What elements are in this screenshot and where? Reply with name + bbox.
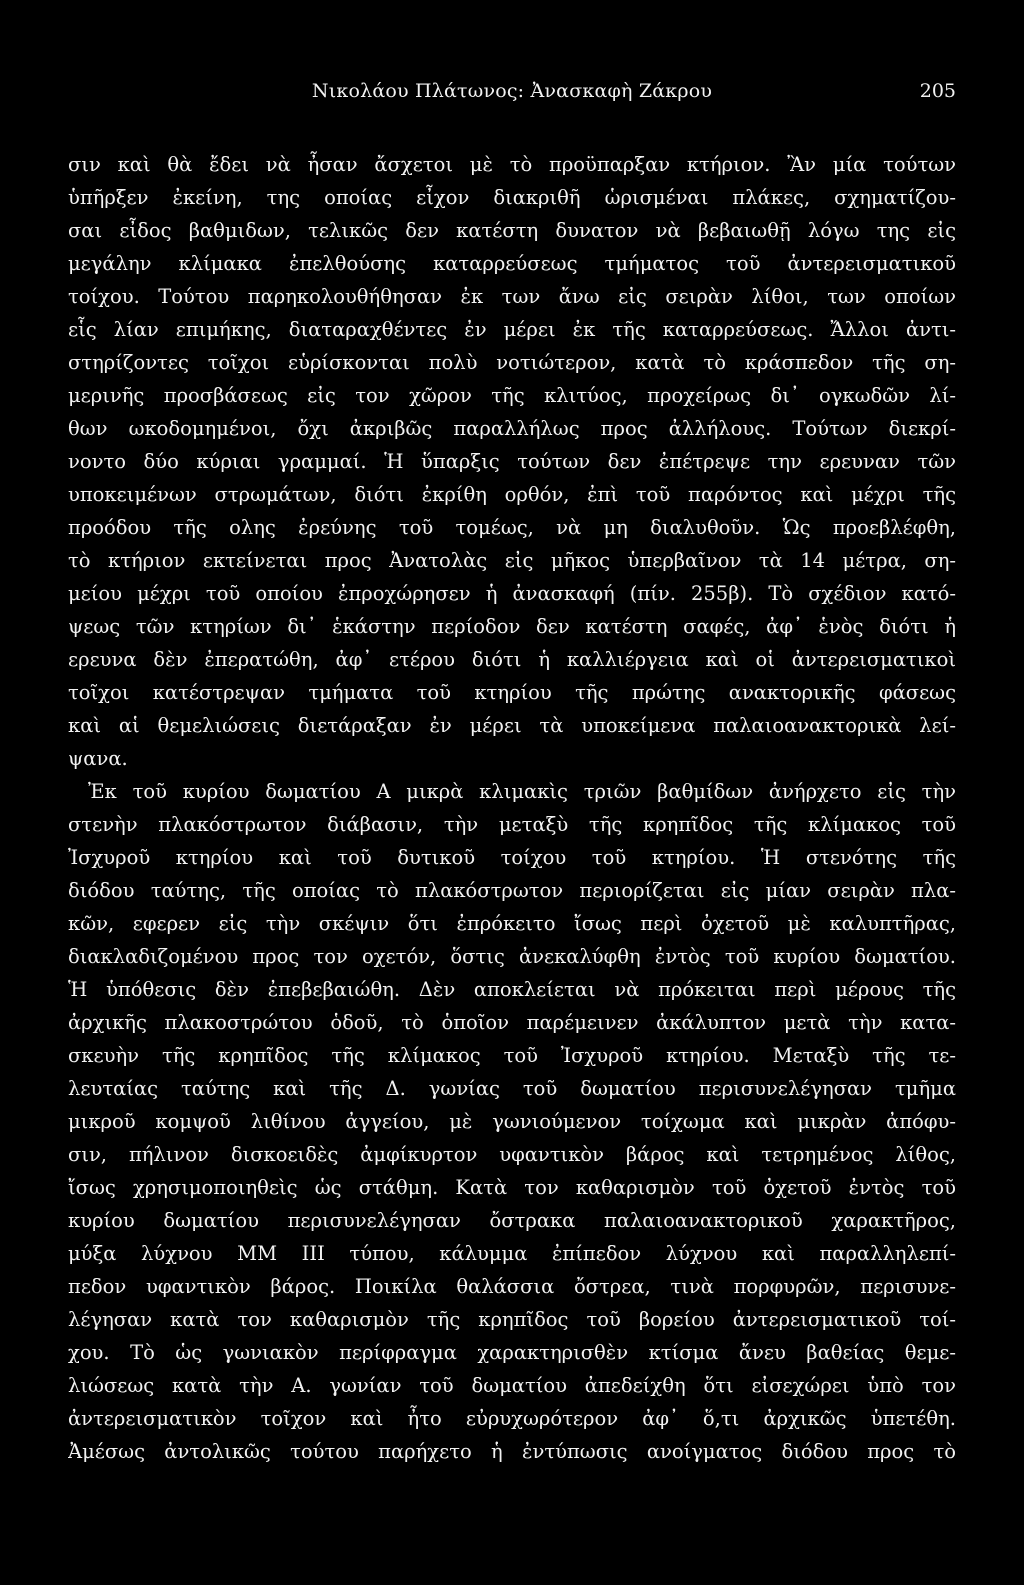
text-line: ἀντερεισματικὸν τοῖχον καὶ ἦτο εὐρυχωρότερον ἀφ᾽ ὅ,τι ἀρχικῶς ὑπετέθη.	[68, 1407, 956, 1430]
text-line: προόδου τῆς ολης ἐρεύνης τοῦ τομέως, νὰ μη διαλυθοῦν. Ὡς προεβλέφθη,	[68, 516, 956, 539]
running-title: Νικολάου Πλάτωνος: Ἀνασκαφὴ Ζάκρου	[311, 80, 713, 102]
text-line: ερευνα δὲν ἐπερατώθη, ἀφ᾽ ετέρου διότι ἡ καλλιέργεια καὶ οἱ ἀντερεισματικοὶ	[68, 648, 956, 671]
text-line: χου. Τὸ ὡς γωνιακὸν περίφραγμα χαρακτηρισθὲν κτίσμα ἄνευ βαθείας θεμε-	[68, 1341, 956, 1364]
text-line: στενὴν πλακόστρωτον διάβασιν, τὴν μεταξὺ τῆς κρηπῖδος τῆς κλίμακος τοῦ	[68, 813, 956, 836]
text-line: θων ωκοδομημένοι, ὄχι ἀκριβῶς παραλλήλως προς ἀλλήλους. Τούτων διεκρί-	[68, 417, 956, 440]
text-line: νοντο δύο κύριαι γραμμαί. Ἡ ὕπαρξις τούτων δεν ἐπέτρεψε την ερευναν τῶν	[68, 450, 956, 473]
text-line: μύξα λύχνου ΜΜ ΙΙΙ τύπου, κάλυμμα ἐπίπεδον λύχνου καὶ παραλληλεπί-	[68, 1242, 956, 1265]
text-line: σκευὴν τῆς κρηπῖδος τῆς κλίμακος τοῦ Ἰσχυροῦ κτηρίου. Μεταξὺ τῆς τε-	[68, 1044, 956, 1067]
text-line: στηρίζοντες τοῖχοι εὑρίσκονται πολὺ νοτιώτερον, κατὰ τὸ κράσπεδον τῆς ση-	[68, 351, 956, 374]
text-line: εἷς λίαν επιμήκης, διαταραχθέντες ἐν μέρει ἐκ τῆς καταρρεύσεως. Ἄλλοι ἀντι-	[68, 318, 956, 341]
text-line: λευταίας ταύτης καὶ τῆς Δ. γωνίας τοῦ δωματίου περισυνελέγησαν τμῆμα	[68, 1077, 956, 1100]
text-line: διόδου ταύτης, τῆς οποίας τὸ πλακόστρωτον περιορίζεται εἰς μίαν σειρὰν πλα-	[68, 879, 956, 902]
page-number: 205	[919, 80, 956, 102]
text-line: μείου μέχρι τοῦ οποίου ἐπροχώρησεν ἡ ἀνασκαφή (πίν. 255β). Τὸ σχέδιον κατό-	[68, 582, 956, 605]
text-line: ἀρχικῆς πλακοστρώτου ὁδοῦ, τὸ ὁποῖον παρέμεινεν ἀκάλυπτον μετὰ τὴν κατα-	[68, 1011, 956, 1034]
text-line: τοῖχοι κατέστρεψαν τμήματα τοῦ κτηρίου τῆς πρώτης ανακτορικῆς φάσεως	[68, 681, 956, 704]
text-line: Ἰσχυροῦ κτηρίου καὶ τοῦ δυτικοῦ τοίχου τοῦ κτηρίου. Ἡ στενότης τῆς	[68, 846, 956, 869]
text-line: λέγησαν κατὰ τον καθαρισμὸν τῆς κρηπῖδος τοῦ βορείου ἀντερεισματικοῦ τοί-	[68, 1308, 956, 1331]
text-line: Ἀμέσως ἀντολικῶς τούτου παρήχετο ἡ ἐντύπωσις ανοίγματος διόδου προς τὸ	[68, 1440, 956, 1463]
text-line: τὸ κτήριον εκτείνεται προς Ἀνατολὰς εἰς μῆκος ὑπερβαῖνον τὰ 14 μέτρα, ση-	[68, 549, 956, 572]
paragraph-start-line: Ἐκ τοῦ κυρίου δωματίου Α μικρὰ κλιμακὶς τριῶν βαθμίδων ἀνήρχετο εἰς τὴν	[88, 780, 956, 803]
text-line: σαι εἶδος βαθμιδων, τελικῶς δεν κατέστη δυνατον νὰ βεβαιωθῇ λόγω της εἰς	[68, 219, 956, 242]
page-header	[68, 80, 956, 112]
text-line: μικροῦ κομψοῦ λιθίνου ἀγγείου, μὲ γωνιούμενον τοίχωμα καὶ μικρὰν ἀπόφυ-	[68, 1110, 956, 1133]
text-line: λιώσεως κατὰ τὴν Α. γωνίαν τοῦ δωματίου ἀπεδείχθη ὅτι εἰσεχώρει ὑπὸ τον	[68, 1374, 956, 1397]
text-line: σιν, πήλινον δισκοειδὲς ἀμφίκυρτον υφαντικὸν βάρος καὶ τετρημένος λίθος,	[68, 1143, 956, 1166]
text-line: σιν καὶ θὰ ἔδει νὰ ἦσαν ἄσχετοι μὲ τὸ προϋπαρξαν κτήριον. Ἂν μία τούτων	[68, 153, 956, 176]
body-text	[68, 148, 956, 1468]
text-line: μερινῆς προσβάσεως εἰς τον χῶρον τῆς κλιτύος, προχείρως δι᾽ ογκωδῶν λί-	[68, 384, 956, 407]
text-line: πεδον υφαντικὸν βάρος. Ποικίλα θαλάσσια ὄστρεα, τινὰ πορφυρῶν, περισυνε-	[68, 1275, 956, 1298]
text-line: ψανα.	[68, 747, 128, 770]
text-line: κυρίου δωματίου περισυνελέγησαν ὄστρακα παλαιοανακτορικοῦ χαρακτῆρος,	[68, 1209, 956, 1232]
text-line: ὑπῆρξεν ἐκείνη, της οποίας εἶχον διακριθῆ ὡρισμέναι πλάκες, σχηματίζου-	[68, 186, 956, 209]
text-line: ἴσως χρησιμοποιηθεὶς ὡς στάθμη. Κατὰ τον καθαρισμὸν τοῦ ὀχετοῦ ἐντὸς τοῦ	[68, 1176, 956, 1199]
text-line: τοίχου. Τούτου παρηκολουθήθησαν ἐκ των ἄνω εἰς σειρὰν λίθοι, των οποίων	[68, 285, 956, 308]
text-line: καὶ αἱ θεμελιώσεις διετάραξαν ἐν μέρει τὰ υποκείμενα παλαιοανακτορικὰ λεί-	[68, 714, 956, 737]
text-line: ψεως τῶν κτηρίων δι᾽ ἑκάστην περίοδον δεν κατέστη σαφές, ἀφ᾽ ἑνὸς διότι ἡ	[68, 615, 956, 638]
text-line: Ἡ ὑπόθεσις δὲν ἐπεβεβαιώθη. Δὲν αποκλείεται νὰ πρόκειται περὶ μέρους τῆς	[68, 978, 956, 1001]
text-line: διακλαδιζομένου προς τον οχετόν, ὅστις ἀνεκαλύφθη ἐντὸς τοῦ κυρίου δωματίου.	[68, 945, 956, 968]
text-line: κῶν, εφερεν εἰς τὴν σκέψιν ὅτι ἐπρόκειτο ἴσως περὶ ὀχετοῦ μὲ καλυπτῆρας,	[68, 912, 956, 935]
text-line: υποκειμένων στρωμάτων, διότι ἐκρίθη ορθόν, ἐπὶ τοῦ παρόντος καὶ μέχρι τῆς	[68, 483, 956, 506]
text-line: μεγάλην κλίμακα ἐπελθούσης καταρρεύσεως τμήματος τοῦ ἀντερεισματικοῦ	[68, 252, 956, 275]
